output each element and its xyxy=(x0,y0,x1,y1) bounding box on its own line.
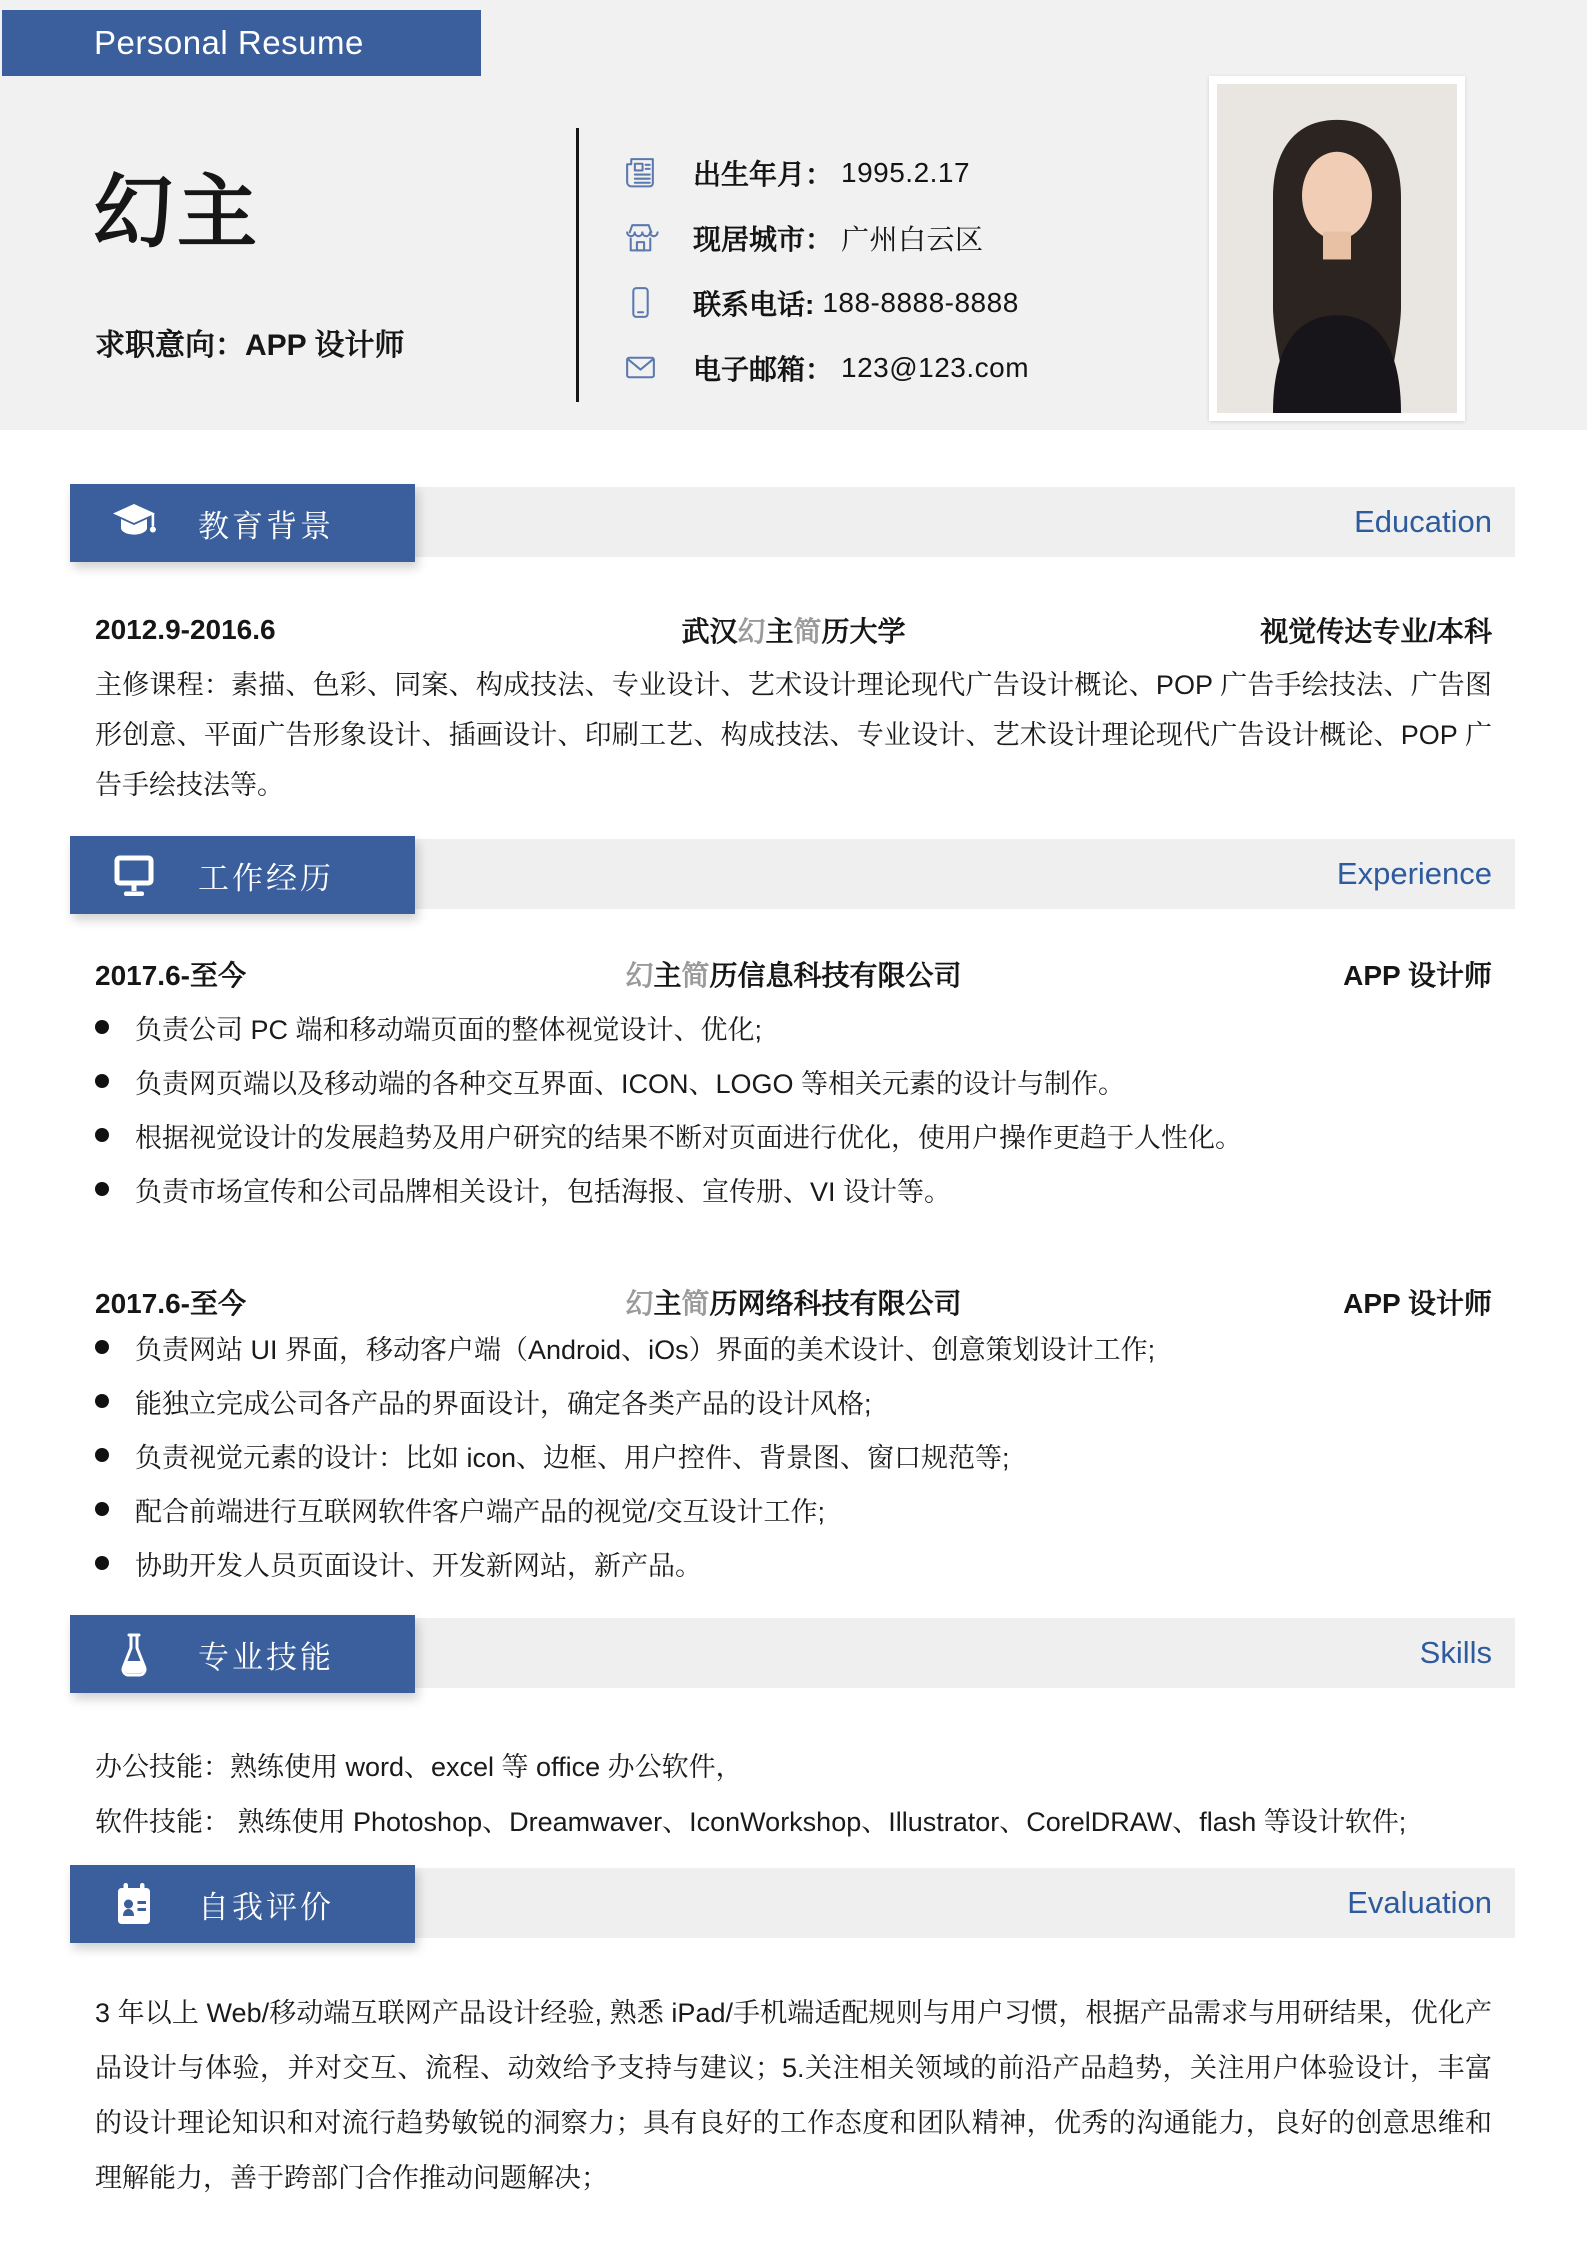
skills-software-line: 软件技能： 熟练使用 Photoshop、Dreamwaver、IconWorkshop、Illustrator、CorelDRAW、flash 等设计软件; xyxy=(95,1807,1407,1837)
portrait-placeholder xyxy=(1217,84,1457,413)
job-company: 幻主简历信息科技有限公司 xyxy=(625,960,962,991)
contact-value: 188-8888-8888 xyxy=(822,286,1019,318)
monitor-icon xyxy=(110,851,158,899)
bullet-item: 负责市场宣传和公司品牌相关设计，包括海报、宣传册、VI 设计等。 xyxy=(95,1162,1492,1216)
graduation-cap-icon xyxy=(110,499,158,547)
header-band xyxy=(0,0,1587,430)
section-header-evaluation xyxy=(0,1865,1587,1947)
contact-value: 广州白云区 xyxy=(841,223,984,255)
section-title-box xyxy=(70,836,415,914)
job-period: 2017.6-至今 xyxy=(95,1288,246,1319)
section-title-en: Evaluation xyxy=(1347,1885,1492,1920)
contact-row-city xyxy=(622,205,1029,270)
profile-photo xyxy=(1209,76,1465,421)
banner-title: Personal Resume xyxy=(94,24,364,61)
skills-content xyxy=(95,1740,1492,1850)
contact-label: 电子邮箱： xyxy=(693,353,834,385)
bullet-item: 负责公司 PC 端和移动端页面的整体视觉设计、优化; xyxy=(95,1000,1492,1054)
education-meta-row xyxy=(95,610,1492,650)
envelope-icon xyxy=(622,349,659,386)
section-header-education xyxy=(0,484,1587,566)
evaluation-text: 3 年以上 Web/移动端互联网产品设计经验, 熟悉 iPad/手机端适配规则与用户习惯，根据产品需求与用研结果，优化产品设计与体验，并对交互、流程、动效给予支持与建议；5.关注相关领域的前沿产品趋势，关注用户体验设计，丰富的设计理论知识和对流行趋势敏锐的洞察力；具有良好的工作态度和团队精神，优秀的沟通能力，良好的创意思维和理解能力，善于跨部门合作推动问题解决； xyxy=(95,1998,1492,2193)
contact-value: 1995.2.17 xyxy=(841,156,971,188)
education-courses: 主修课程：素描、色彩、同案、构成技法、专业设计、艺术设计理论现代广告设计概论、POP 广告手绘技法、广告图形创意、平面广告形象设计、插画设计、印刷工艺、构成技法、专业设计、艺术设计理论现代广告设计概论、POP 广告手绘技法等。 xyxy=(95,670,1492,800)
job-role: APP 设计师 xyxy=(1343,1288,1492,1319)
education-major: 视觉传达专业/本科 xyxy=(1260,616,1492,647)
bullet-item: 负责网站 UI 界面，移动客户端（Android、iOs）界面的美术设计、创意策划设计工作; xyxy=(95,1320,1492,1374)
section-title-cn: 专业技能 xyxy=(198,1639,334,1675)
section-title-cn: 自我评价 xyxy=(198,1889,334,1925)
contact-label: 现居城市： xyxy=(693,223,834,255)
bullet-item: 负责视觉元素的设计：比如 icon、边框、用户控件、背景图、窗口规范等; xyxy=(95,1428,1492,1482)
storefront-icon xyxy=(622,219,659,256)
section-title-box xyxy=(70,484,415,562)
bullet-item: 负责网页端以及移动端的各种交互界面、ICON、LOGO 等相关元素的设计与制作。 xyxy=(95,1054,1492,1108)
section-title-cn: 工作经历 xyxy=(198,860,334,896)
contact-row-birth xyxy=(622,140,1029,205)
section-title-cn: 教育背景 xyxy=(198,508,334,544)
bullet-item: 配合前端进行互联网软件客户端产品的视觉/交互设计工作; xyxy=(95,1482,1492,1536)
newspaper-icon xyxy=(622,154,659,191)
section-title-box xyxy=(70,1865,415,1943)
contact-label: 出生年月： xyxy=(693,158,834,190)
contact-label: 联系电话: xyxy=(693,288,815,320)
flask-icon xyxy=(110,1630,158,1678)
contact-value: 123@123.com xyxy=(841,351,1030,383)
section-title-en: Skills xyxy=(1419,1635,1492,1670)
job2-bullet-list xyxy=(95,1320,1492,1590)
job1-bullet-list xyxy=(95,1000,1492,1216)
job1-meta-row xyxy=(95,954,1492,994)
personal-resume-banner xyxy=(2,10,481,76)
contact-row-phone xyxy=(622,270,1029,335)
contact-list xyxy=(622,140,1029,400)
section-header-experience xyxy=(0,836,1587,918)
vertical-divider xyxy=(576,128,579,402)
bullet-item: 根据视觉设计的发展趋势及用户研究的结果不断对页面进行优化，使用户操作更趋于人性化。 xyxy=(95,1108,1492,1162)
education-school: 武汉幻主简历大学 xyxy=(681,616,906,647)
job-company: 幻主简历网络科技有限公司 xyxy=(625,1288,962,1319)
skills-office-line: 办公技能：熟练使用 word、excel 等 office 办公软件， xyxy=(95,1752,743,1782)
contact-row-email xyxy=(622,335,1029,400)
job-objective: 求职意向：APP 设计师 xyxy=(95,329,405,362)
candidate-name: 幻主 xyxy=(93,168,261,257)
phone-icon xyxy=(622,284,659,321)
section-header-skills xyxy=(0,1615,1587,1697)
bullet-item: 协助开发人员页面设计、开发新网站，新产品。 xyxy=(95,1536,1492,1590)
clipboard-person-icon xyxy=(110,1880,158,1928)
education-period: 2012.9-2016.6 xyxy=(95,614,276,645)
job-period: 2017.6-至今 xyxy=(95,960,246,991)
bullet-item: 能独立完成公司各产品的界面设计，确定各类产品的设计风格; xyxy=(95,1374,1492,1428)
job-role: APP 设计师 xyxy=(1343,960,1492,991)
job2-meta-row xyxy=(95,1282,1492,1322)
section-title-en: Experience xyxy=(1336,856,1492,891)
section-title-box xyxy=(70,1615,415,1693)
section-title-en: Education xyxy=(1354,504,1492,539)
